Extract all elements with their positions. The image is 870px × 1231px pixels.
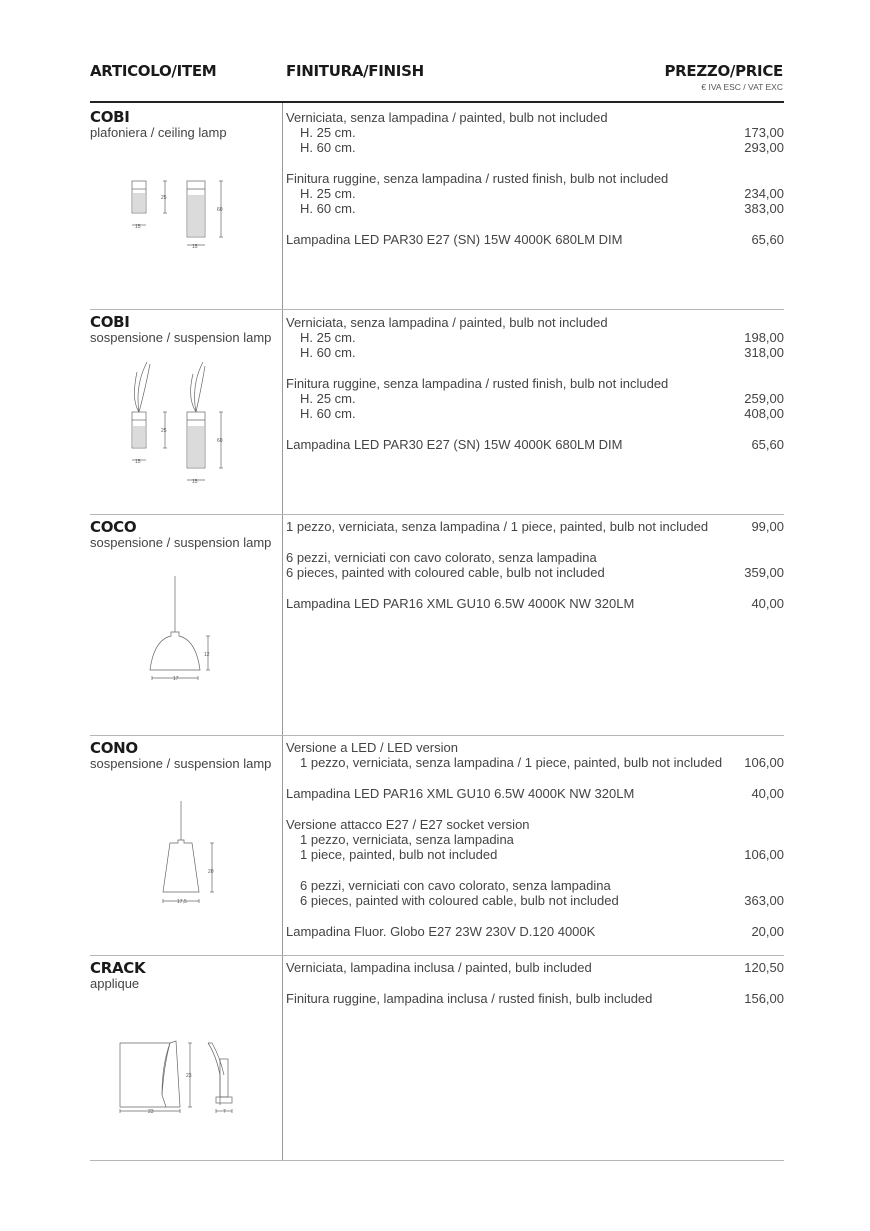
dimension-label: 23 (148, 1109, 154, 1115)
price-row (286, 171, 784, 187)
row-description: Finitura ruggine, lampadina inclusa / rusted finish, bulb included (286, 991, 653, 1006)
row-price: 318,00 (744, 345, 784, 360)
row-description: Lampadina Fluor. Globo E27 23W 230V D.120 4000K (286, 924, 596, 939)
price-row (286, 565, 784, 581)
section-divider (90, 514, 784, 515)
price-note: € IVA ESC / VAT EXC (701, 82, 783, 92)
row-description: Lampadina LED PAR30 E27 (SN) 15W 4000K 680LM DIM (286, 232, 623, 247)
row-description: H. 60 cm. (300, 201, 356, 216)
row-price: 156,00 (744, 991, 784, 1006)
price-row (286, 878, 784, 894)
row-description: Finitura ruggine, senza lampadina / rusted finish, bulb not included (286, 376, 669, 391)
row-description: Lampadina LED PAR30 E27 (SN) 15W 4000K 680LM DIM (286, 437, 623, 452)
price-row (286, 960, 784, 976)
price-row (286, 330, 784, 346)
dimension-label: 15 (192, 244, 198, 250)
price-row (286, 437, 784, 453)
dimension-label: 15 (135, 459, 141, 465)
row-description: 1 pezzo, verniciata, senza lampadina (300, 832, 514, 847)
row-price: 65,60 (751, 232, 784, 247)
price-row (286, 924, 784, 940)
price-row (286, 786, 784, 802)
row-description: H. 60 cm. (300, 406, 356, 421)
row-description: 6 pieces, painted with coloured cable, bulb not included (300, 893, 619, 908)
section-divider (90, 309, 784, 310)
column-header-item: ARTICOLO/ITEM (90, 62, 217, 80)
row-price: 198,00 (744, 330, 784, 345)
price-row (286, 519, 784, 535)
dimension-label: 12 (204, 652, 210, 658)
item-type: sospensione / suspension lamp (90, 756, 272, 771)
cobi-ceiling-drawing (125, 175, 235, 255)
cobi-suspension-drawing (125, 360, 235, 485)
header-divider (90, 101, 784, 103)
item-name: COCO (90, 518, 137, 536)
row-description: Verniciata, senza lampadina / painted, bulb not included (286, 110, 608, 125)
price-row (286, 376, 784, 392)
price-row (286, 550, 784, 566)
price-row (286, 110, 784, 126)
row-price: 65,60 (751, 437, 784, 452)
item-type: applique (90, 976, 140, 991)
section-divider (90, 1160, 784, 1161)
row-description: Finitura ruggine, senza lampadina / rusted finish, bulb not included (286, 171, 669, 186)
row-description: Lampadina LED PAR16 XML GU10 6.5W 4000K NW 320LM (286, 786, 635, 801)
row-description: Lampadina LED PAR16 XML GU10 6.5W 4000K NW 320LM (286, 596, 635, 611)
dimension-label: 7 (223, 1109, 226, 1115)
row-description: H. 60 cm. (300, 345, 356, 360)
dimension-label: 60 (217, 438, 223, 444)
price-row (286, 991, 784, 1007)
section-divider (90, 955, 784, 956)
row-price: 293,00 (744, 140, 784, 155)
row-description: H. 60 cm. (300, 140, 356, 155)
row-description: Versione attacco E27 / E27 socket version (286, 817, 530, 832)
dimension-label: 25 (161, 428, 167, 434)
dimension-label: 60 (217, 207, 223, 213)
dimension-label: 23 (186, 1073, 192, 1079)
row-price: 120,50 (744, 960, 784, 975)
row-price: 99,00 (751, 519, 784, 534)
dimension-label: 17 (173, 676, 179, 682)
dimension-label: 15 (192, 479, 198, 485)
crack-drawing (112, 1035, 247, 1120)
row-description: 1 pezzo, verniciata, senza lampadina / 1 piece, painted, bulb not included (300, 755, 723, 770)
price-row (286, 817, 784, 833)
row-price: 106,00 (744, 847, 784, 862)
row-price: 106,00 (744, 755, 784, 770)
item-type: sospensione / suspension lamp (90, 330, 272, 345)
price-row (286, 596, 784, 612)
row-description: 1 pezzo, verniciata, senza lampadina / 1 piece, painted, bulb not included (286, 519, 709, 534)
item-name: COBI (90, 313, 130, 331)
price-row (286, 186, 784, 202)
row-description: 6 pezzi, verniciati con cavo colorato, senza lampadina (286, 550, 597, 565)
row-price: 234,00 (744, 186, 784, 201)
price-row (286, 832, 784, 848)
coco-drawing (140, 570, 230, 685)
price-row (286, 406, 784, 422)
row-price: 20,00 (751, 924, 784, 939)
dimension-label: 17,5 (177, 899, 187, 905)
row-description: 6 pezzi, verniciati con cavo colorato, senza lampadina (300, 878, 611, 893)
price-row (286, 755, 784, 771)
row-description: H. 25 cm. (300, 391, 356, 406)
item-type: plafoniera / ceiling lamp (90, 125, 227, 140)
price-row (286, 315, 784, 331)
row-price: 40,00 (751, 596, 784, 611)
price-row (286, 893, 784, 909)
row-price: 408,00 (744, 406, 784, 421)
cono-drawing (150, 795, 230, 910)
price-row (286, 201, 784, 217)
row-price: 359,00 (744, 565, 784, 580)
item-type: sospensione / suspension lamp (90, 535, 272, 550)
price-row (286, 740, 784, 756)
row-description: Verniciata, senza lampadina / painted, bulb not included (286, 315, 608, 330)
dimension-label: 15 (135, 224, 141, 230)
dimension-label: 20 (208, 869, 214, 875)
price-row (286, 391, 784, 407)
price-row (286, 125, 784, 141)
column-header-price: PREZZO/PRICE (664, 62, 783, 80)
column-divider (282, 103, 283, 1161)
section-divider (90, 735, 784, 736)
price-row (286, 140, 784, 156)
row-description: Versione a LED / LED version (286, 740, 458, 755)
row-description: 1 piece, painted, bulb not included (300, 847, 498, 862)
item-name: CRACK (90, 959, 146, 977)
row-price: 259,00 (744, 391, 784, 406)
row-description: Verniciata, lampadina inclusa / painted, bulb included (286, 960, 592, 975)
row-price: 40,00 (751, 786, 784, 801)
row-price: 363,00 (744, 893, 784, 908)
row-description: H. 25 cm. (300, 125, 356, 140)
row-price: 383,00 (744, 201, 784, 216)
row-description: 6 pieces, painted with coloured cable, bulb not included (286, 565, 605, 580)
price-row (286, 232, 784, 248)
row-description: H. 25 cm. (300, 330, 356, 345)
price-row (286, 847, 784, 863)
price-row (286, 345, 784, 361)
row-price: 173,00 (744, 125, 784, 140)
item-name: COBI (90, 108, 130, 126)
row-description: H. 25 cm. (300, 186, 356, 201)
column-header-finish: FINITURA/FINISH (286, 62, 424, 80)
dimension-label: 25 (161, 195, 167, 201)
item-name: CONO (90, 739, 138, 757)
